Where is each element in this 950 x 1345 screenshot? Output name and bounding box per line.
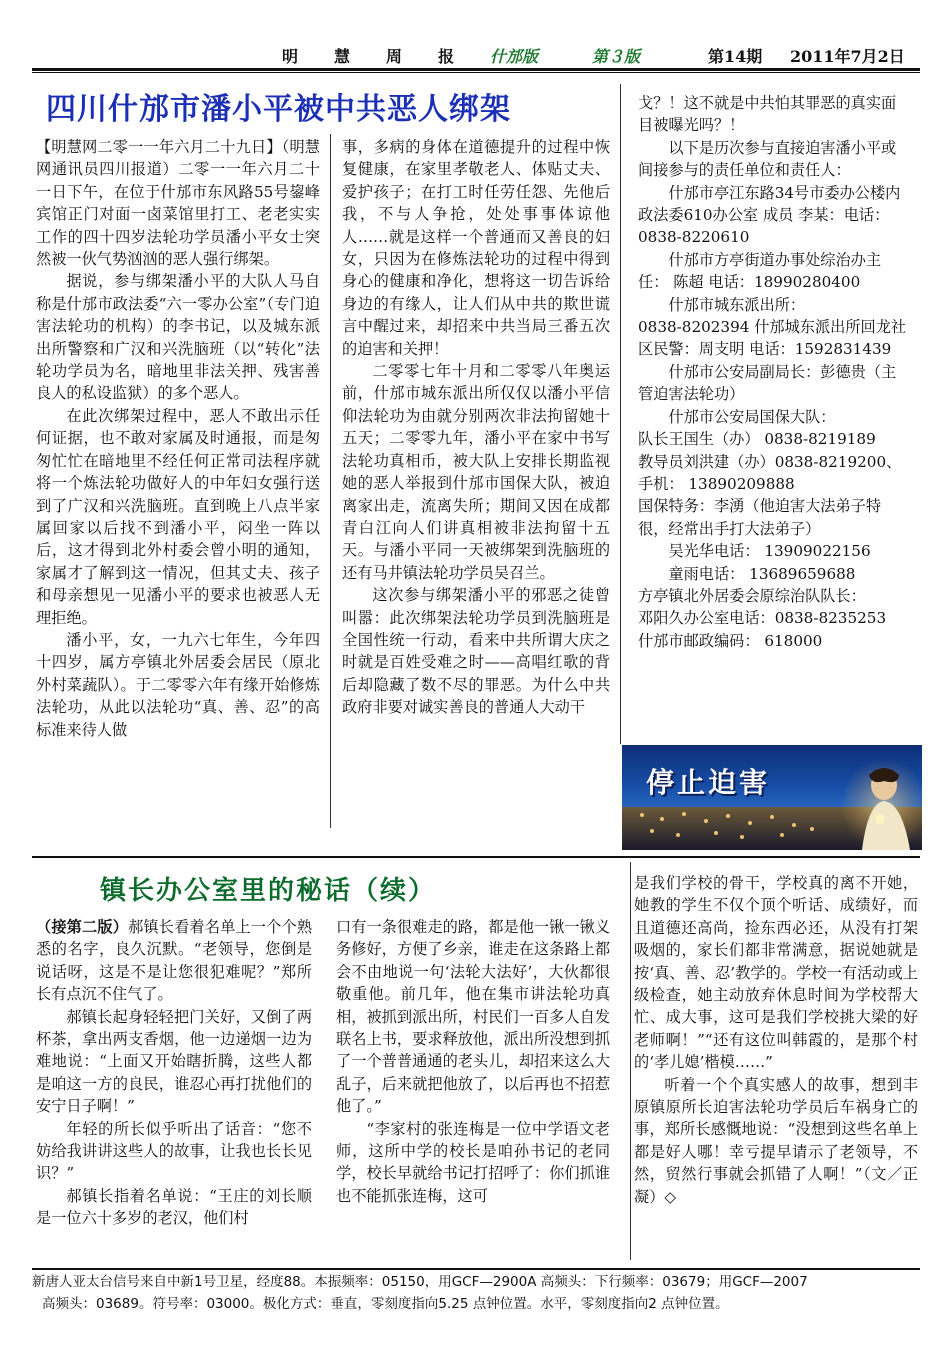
article2-column-3 bbox=[634, 872, 918, 1208]
continuation-tag: （接第二版） bbox=[36, 918, 129, 936]
contact-item: 什邡市方亭街道办事处综治办主任： 陈超 电话：18990280400 bbox=[638, 250, 882, 292]
paragraph: 听着一个个真实感人的故事，想到丰原镇原所长迫害法轮功学员后车祸身亡的事，郑所长感慨地说：“没想到这些名单上都是好人哪！幸亏提早请示了老领导，不然，贸然行事就会抓错了人啊！”（文／正凝）◇ bbox=[634, 1075, 918, 1206]
issue-label: 第14期 bbox=[708, 47, 763, 66]
paragraph: 口有一条很难走的路，都是他一锹一锹义务修好，方便了乡亲，谁走在这条路上都会不由地说一句‘法轮大法好’，大伙都很敬重他。前几年，他在集市讲法轮功真相，被抓到派出所，村民们一百多人自发联名上书，要求释放他，派出所没想到抓了一个普普通通的老头儿，却招来这么大乱子，后来就把他放了，以后再也不招惹他了。” bbox=[336, 918, 610, 1116]
paragraph: 是我们学校的骨干，学校真的离不开她，她教的学生不仅个顶个听话、成绩好，而且道德还高尚，捡东西必还，从没有打架吸烟的，家长们都非常满意，据说她就是按‘真、善、忍’教学的。学校一有活动或上级检查，她主动放弃休息时间为学校帮大忙、成大事，这可是我们学校挑大梁的好老师啊！”“还有这位叫韩霞的，是那个村的‘孝儿媳’楷模……” bbox=[634, 874, 918, 1072]
paragraph: 以下是历次参与直接迫害潘小平或间接参与的责任单位和责任人： bbox=[638, 138, 897, 180]
masthead-rule bbox=[32, 68, 920, 71]
column-divider bbox=[330, 134, 331, 828]
banner-title: 停止迫害 bbox=[646, 766, 771, 799]
paragraph: 在此次绑架过程中，恶人不敢出示任何证据，也不敢对家属及时通报，而是匆匆忙忙在暗地里不经任何正常司法程序就将一个炼法轮功做好人的中年妇女强行送到了广汉和兴洗脑班。直到晚上八点半家属回家以后找不到潘小平，闷坐一阵以后，这才得到北外村委会曾小明的通知，家属才了解到这一情况，但其丈夫、孩子和母亲想见一见潘小平的要求也被恶人无理拒绝。 bbox=[36, 406, 320, 627]
paragraph: 【明慧网二零一一年六月二十九日】（明慧网通讯员四川报道）二零一一年六月二十一日下午，在位于什邡市东风路55号鋆峰宾馆正门对面一卤菜馆里打工、老老实实工作的四十四岁法轮功学员潘小平女士突然被一伙气势汹汹的恶人强行绑架。 bbox=[36, 138, 320, 269]
masthead-rule-thin bbox=[32, 72, 920, 73]
masthead bbox=[32, 44, 920, 70]
paragraph: 戈？！这不就是中共怕其罪恶的真实面目被曝光吗？！ bbox=[638, 94, 897, 135]
article1-column-2 bbox=[342, 136, 610, 719]
article2-title: 镇长办公室里的秘话（续） bbox=[100, 876, 437, 906]
contact-item: 什邡市公安局副局长：彭德贵（主管迫害法轮功） bbox=[638, 362, 897, 404]
contact-item: 什邡市邮政编码： 618000 bbox=[638, 631, 823, 650]
contact-item: 方亭镇北外居委会原综治队队长： bbox=[638, 586, 866, 605]
contact-item: 手机： 13890209888 bbox=[638, 474, 795, 493]
contact-item: 队长王国生（办） 0838-8219189 bbox=[638, 430, 876, 449]
contact-item: 邓阳久办公室电话：0838-8235253 bbox=[638, 609, 887, 628]
footer-line-2: 高频头：03689。符号率：03000。极化方式：垂直，零刻度指向5.25 点钟位置。水平，零刻度指向2 点钟位置。 bbox=[42, 1296, 729, 1312]
article2-column-1 bbox=[36, 916, 312, 1230]
column-divider bbox=[630, 862, 631, 1260]
stop-persecution-banner bbox=[622, 745, 922, 850]
contact-item: 国保特务：李湧（他迫害大法弟子特很，经常出手打大法弟子） bbox=[638, 497, 881, 538]
paragraph: 据说，参与绑架潘小平的大队人马自称是什邡市政法委“六一零办公室”（专门迫害法轮功的机构）的李书记，以及城东派出所警察和广汉和兴洗脑班（以“转化”法轮功学员为名，暗地里非法关押、残害善良人的私设监狱）的多个恶人。 bbox=[36, 272, 320, 403]
section-divider bbox=[32, 856, 920, 858]
paragraph: 事，多病的身体在道德提升的过程中恢复健康，在家里孝敬老人、体贴丈夫、爱护孩子；在打工时任劳任怨、先他后我，不与人争抢，处处事事体谅他人……就是这样一个普通而又善良的妇女，只因为在修炼法轮功的过程中得到身心的健康和净化，想将这一切告诉给身边的有缘人，让人们从中共的欺世谎言中醒过来，却招来中共当局三番五次的迫害和关押！ bbox=[342, 138, 610, 358]
newspaper-name: 明 慧 周 报 bbox=[282, 47, 465, 66]
article2-column-2 bbox=[336, 916, 610, 1207]
paragraph: 潘小平，女，一九六七年生，今年四十四岁，属方亭镇北外居委会居民（原北外村菜蔬队）。于二零零六年有缘开始修炼法轮功，从此以法轮功“真、善、忍”的高标准来待人做 bbox=[36, 630, 320, 739]
contact-item: 什邡市城东派出所： bbox=[668, 295, 806, 314]
contact-item: 吴光华电话： 13909022156 bbox=[668, 542, 871, 561]
footer-rule bbox=[32, 1268, 920, 1270]
contact-item: 什邡市公安局国保大队： bbox=[668, 407, 836, 426]
paragraph: “李家村的张连梅是一位中学语文老师，这所中学的校长是咱孙书记的老同学，校长早就给书记打招呼了：你们抓谁也不能抓张连梅，这可 bbox=[336, 1119, 610, 1205]
contact-item: 教导员刘洪建（办）0838-8219200、 bbox=[638, 452, 902, 471]
edition-label: 什邡版 bbox=[490, 47, 539, 66]
paragraph: 这次参与绑架潘小平的邪恶之徒曾叫嚣：此次绑架法轮功学员到洗脑班是全国性统一行动，看来中共所谓大庆之时就是百姓受难之时——高唱红歌的背后却隐藏了数不尽的罪恶。为什么中共政府非要对诚实善良的普通人大动干 bbox=[342, 586, 610, 717]
paragraph bbox=[36, 916, 312, 1006]
article1-column-3 bbox=[638, 92, 908, 652]
contact-item: 童雨电话： 13689659688 bbox=[668, 564, 856, 583]
paragraph-text: 郝镇长看着名单上一个个熟悉的名字，良久沉默。“老领导，您倒是说话呀，这是不是让您很犯难呢？”郑所长有点沉不住气了。 bbox=[36, 918, 313, 1004]
paragraph: 年轻的所长似乎听出了话音：“您不妨给我讲讲这些人的故事，让我也长长见识？” bbox=[36, 1119, 312, 1183]
article1-title: 四川什邡市潘小平被中共恶人绑架 bbox=[46, 92, 511, 127]
date-label: 2011年7月2日 bbox=[790, 47, 905, 66]
contact-item: 0838-8202394 什邡城东派出所回龙社区民警：周支明 电话：1592831439 bbox=[638, 318, 907, 359]
paragraph: 二零零七年十月和二零零八年奥运前，什邡市城东派出所仅仅以潘小平信仰法轮功为由就分别两次非法拘留她十五天；二零零九年，潘小平在家中书写法轮功真相币，被大队上安排长期监视她的恶人举报到什邡市国保大队，被迫离家出走，流离失所；期间又因在成都青白江向人们讲真相被非法拘留十五天。与潘小平同一天被绑架到洗脑班的还有马井镇法轮功学员吴召兰。 bbox=[342, 362, 610, 582]
page-label: 第３版 bbox=[592, 47, 641, 66]
column-divider bbox=[620, 84, 621, 744]
contact-item: 什邡市亭江东路34号市委办公楼内政法委610办公室 成员 李某：电话： 0838-8220610 bbox=[638, 183, 901, 247]
paragraph: 郝镇长指着名单说：“王庄的刘长顺是一位六十多岁的老汉，他们村 bbox=[36, 1186, 312, 1228]
article1-column-1 bbox=[36, 136, 320, 741]
paragraph: 郝镇长起身轻轻把门关好，又倒了两杯茶，拿出两支香烟，他一边递烟一边为难地说：“上面又开始瞎折腾，这些人都是咱这一方的良民，谁忍心再打扰他们的安宁日子啊！” bbox=[36, 1007, 312, 1116]
footer-line-1: 新唐人亚太台信号来自中新1号卫星，经度88。本振频率：05150，用GCF—2900A 高频头：下行频率：03679；用GCF—2007 bbox=[32, 1274, 808, 1290]
